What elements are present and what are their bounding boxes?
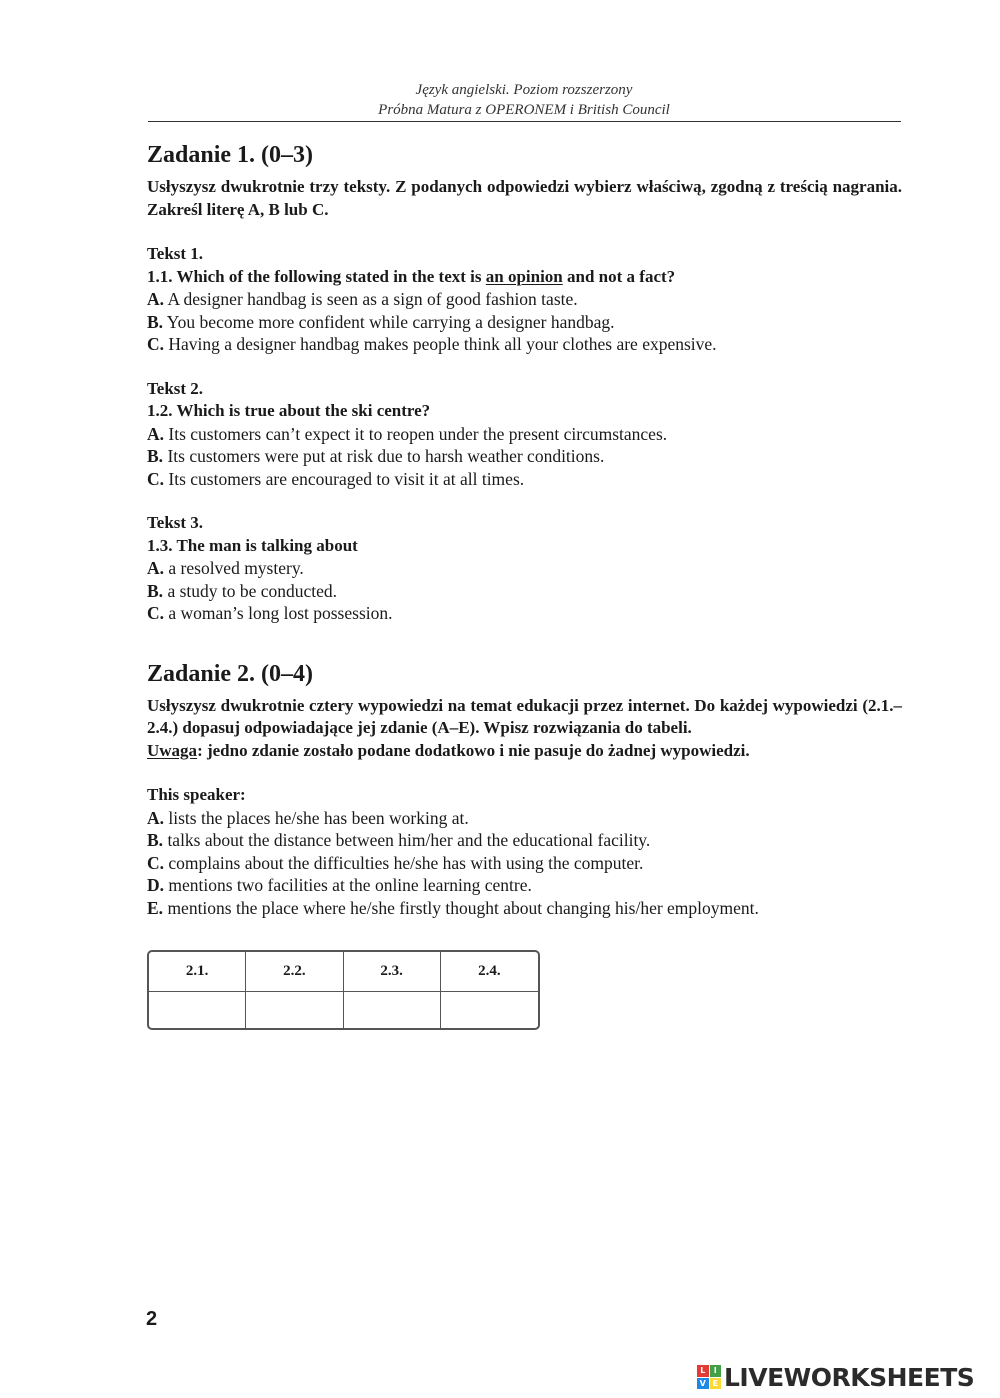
- worksheet-content: [147, 140, 902, 919]
- page-header: [148, 80, 900, 120]
- answer-cell-2-4[interactable]: [441, 992, 538, 1030]
- liveworksheets-icon: L I V E: [697, 1365, 721, 1389]
- speaker-option-e: E. mentions the place where he/she firstly thought about changing his/her employment.: [147, 897, 759, 918]
- text2-block: [147, 378, 902, 491]
- header-exam: Próbna Matura z OPERONEM i British Council: [378, 102, 670, 118]
- text3-label: Tekst 3.: [147, 513, 204, 532]
- text2-label: Tekst 2.: [147, 378, 204, 398]
- header-subject: Język angielski. Poziom rozszerzony: [415, 82, 633, 98]
- answer-cell-2-2[interactable]: [246, 992, 343, 1030]
- table-header-2-4: 2.4.: [441, 952, 538, 992]
- task2-instruction: Usłyszysz dwukrotnie cztery wypowiedzi na temat edukacji przez internet. Do każdej wypowiedzi (2.1.–2.4.) dopasuj odpowiadające jej zdanie (A–E). Wpisz rozwiązania do tabeli. Uwaga: jedno zdanie zostało podane dodatkowo i nie pasuje do żadnej wypowiedzi.: [147, 695, 902, 760]
- question-1-2: 1.2. Which is true about the ski centre?: [147, 401, 431, 420]
- option-1-1-c[interactable]: C. Having a designer handbag makes people think all your clothes are expensive.: [147, 334, 717, 354]
- option-1-3-c[interactable]: C. a woman’s long lost possession.: [147, 603, 393, 623]
- note-text: : jedno zdanie zostało podane dodatkowo i nie pasuje do żadnej wypowiedzi.: [197, 740, 750, 760]
- option-1-1-b[interactable]: B. You become more confident while carrying a designer handbag.: [147, 311, 615, 332]
- speaker-option-c: C. complains about the difficulties he/she has with using the computer.: [147, 852, 644, 873]
- table-header-2-1: 2.1.: [149, 952, 246, 992]
- speaker-label: This speaker:: [147, 785, 246, 804]
- option-1-1-a[interactable]: A. A designer handbag is seen as a sign of good fashion taste.: [147, 289, 578, 309]
- speaker-option-a: A. lists the places he/she has been working at.: [147, 807, 469, 828]
- text3-block: [147, 512, 902, 625]
- answer-table: [147, 950, 540, 1030]
- underlined-phrase: an opinion: [485, 266, 563, 286]
- page-number: 2: [146, 1308, 158, 1330]
- option-1-3-a[interactable]: A. a resolved mystery.: [147, 558, 304, 578]
- question-1-3: 1.3. The man is talking about: [147, 535, 358, 555]
- liveworksheets-wordmark: LIVEWORKSHEETS: [724, 1362, 975, 1392]
- speaker-option-b: B. talks about the distance between him/her and the educational facility.: [147, 830, 651, 850]
- answer-cell-2-3[interactable]: [344, 992, 441, 1030]
- task2-title: Zadanie 2. (0–4): [147, 660, 314, 687]
- option-1-3-b[interactable]: B. a study to be conducted.: [147, 580, 338, 601]
- speaker-option-d: D. mentions two facilities at the online learning centre.: [147, 875, 532, 895]
- option-1-2-b[interactable]: B. Its customers were put at risk due to harsh weather conditions.: [147, 446, 605, 466]
- speaker-options: [147, 784, 902, 919]
- answer-cell-2-1[interactable]: [149, 992, 246, 1030]
- liveworksheets-logo: [697, 1363, 974, 1391]
- text1-block: [147, 243, 902, 356]
- table-header-2-3: 2.3.: [344, 952, 441, 992]
- task1-title: Zadanie 1. (0–3): [147, 142, 314, 168]
- question-1-1: 1.1. Which of the following stated in the text is an opinion and not a fact?: [147, 266, 676, 286]
- task1-instruction: Usłyszysz dwukrotnie trzy teksty. Z podanych odpowiedzi wybierz właściwą, zgodną z treścią nagrania. Zakreśl literę A, B lub C.: [147, 177, 902, 219]
- table-header-2-2: 2.2.: [246, 952, 343, 992]
- option-1-2-a[interactable]: A. Its customers can’t expect it to reopen under the present circumstances.: [147, 423, 668, 444]
- note-label: Uwaga: [147, 740, 198, 760]
- option-1-2-c[interactable]: C. Its customers are encouraged to visit it at all times.: [147, 468, 525, 489]
- text1-label: Tekst 1.: [147, 244, 204, 263]
- header-divider: [148, 121, 901, 122]
